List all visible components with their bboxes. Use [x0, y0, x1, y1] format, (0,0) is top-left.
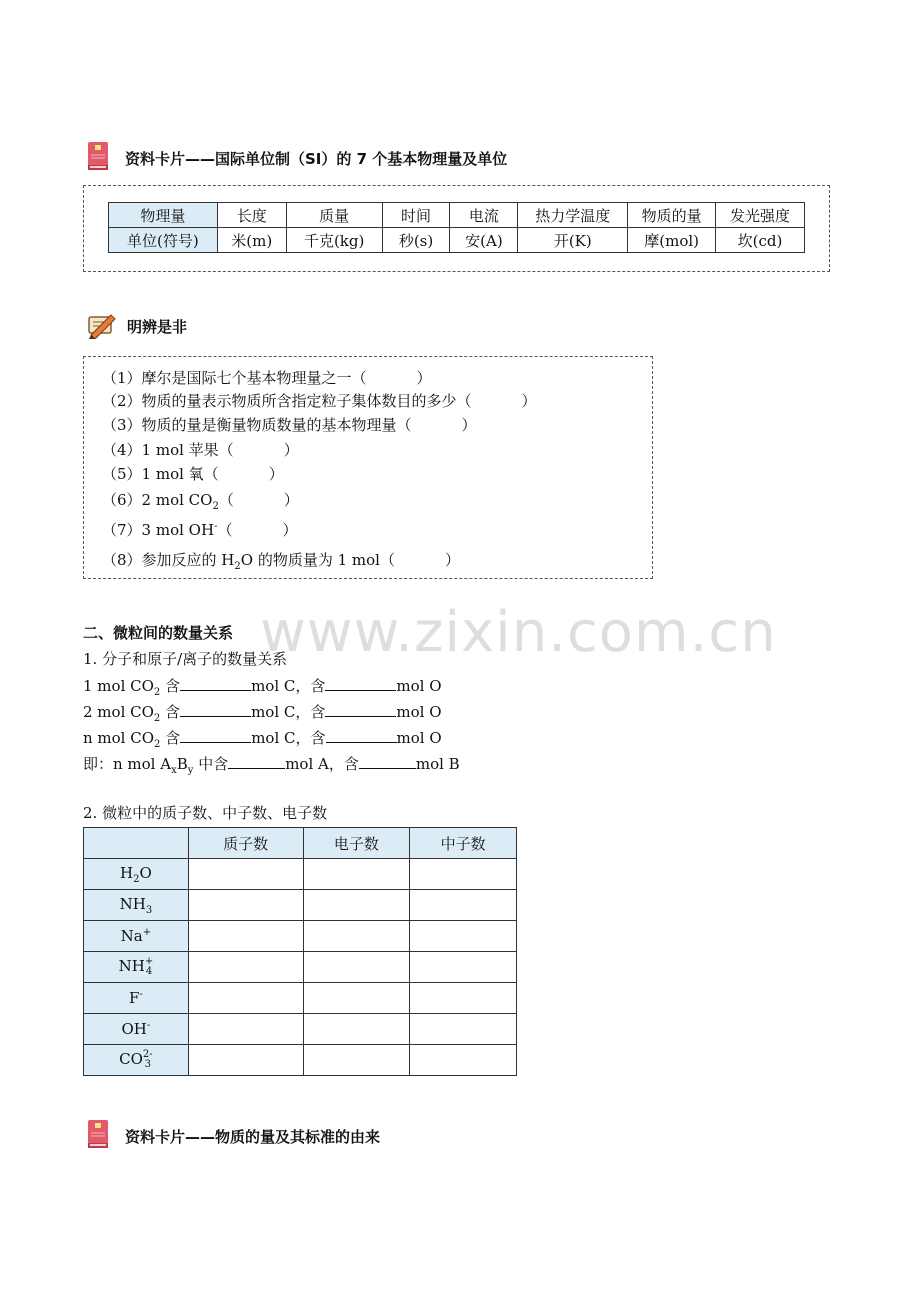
answer-cell[interactable]: [303, 859, 410, 890]
answer-cell[interactable]: [410, 1014, 517, 1045]
table-corner-cell: [84, 828, 189, 859]
judge-item-4: （4）1 mol 苹果（ ）: [102, 441, 299, 459]
pencil-scroll-icon: [85, 311, 117, 343]
answer-cell[interactable]: [188, 1014, 303, 1045]
co2-relation-n: n mol $CO_2$ 含 mol C，含 mol O: [83, 729, 442, 750]
card2-title: 资料卡片——物质的量及其标准的由来: [125, 1128, 381, 1146]
judge-item-6: （6）2 mol $CO_2$（ ）: [102, 491, 299, 512]
card1-title: 资料卡片——国际单位制（SI）的 7 个基本物理量及单位: [125, 150, 508, 168]
si-header-cell: 质量: [286, 203, 382, 228]
table-row: [84, 890, 517, 921]
si-header-cell: 时间: [382, 203, 450, 228]
si-unit-cell: 摩(mol): [628, 228, 716, 253]
particle-nh4-plus: NH + 4: [84, 952, 189, 983]
si-card-box: [83, 185, 830, 272]
si-unit-row: [109, 228, 805, 253]
watermark: www.zixin.com.cn: [260, 600, 777, 665]
answer-cell[interactable]: [303, 983, 410, 1014]
table-header-protons: 质子数: [188, 828, 303, 859]
answer-cell[interactable]: [303, 1014, 410, 1045]
book-icon: [86, 141, 110, 175]
si-unit-cell: 米(m): [217, 228, 286, 253]
answer-cell[interactable]: [303, 952, 410, 983]
answer-cell[interactable]: [188, 952, 303, 983]
table-header-neutrons: 中子数: [410, 828, 517, 859]
answer-cell[interactable]: [410, 859, 517, 890]
particle-f-minus: F-: [84, 983, 189, 1014]
si-unit-cell: 单位(符号): [109, 228, 218, 253]
si-header-cell: 长度: [217, 203, 286, 228]
table-row: [84, 983, 517, 1014]
answer-cell[interactable]: [303, 921, 410, 952]
particle-co3-2minus: CO 2- 3: [84, 1045, 189, 1076]
table-row: [84, 1045, 517, 1076]
judge-item-5: （5）1 mol 氧（ ）: [102, 465, 284, 483]
si-header-row: [109, 203, 805, 228]
answer-cell[interactable]: [188, 921, 303, 952]
judge-box: [83, 356, 653, 579]
answer-cell[interactable]: [188, 890, 303, 921]
answer-cell[interactable]: [410, 952, 517, 983]
co2-relation-2: 2 mol $CO_2$ 含 mol C，含 mol O: [83, 703, 442, 724]
si-unit-cell: 秒(s): [382, 228, 450, 253]
judge-item-3: （3）物质的量是衡量物质数量的基本物理量（ ）: [102, 416, 477, 434]
judge-title: 明辨是非: [127, 318, 188, 336]
si-header-cell: 物质的量: [628, 203, 716, 228]
answer-cell[interactable]: [188, 1045, 303, 1076]
si-unit-cell: 安(A): [450, 228, 518, 253]
table-row: [84, 952, 517, 983]
particle-oh-minus: OH-: [84, 1014, 189, 1045]
table-row: [84, 859, 517, 890]
si-header-cell: 电流: [450, 203, 518, 228]
particle-na-plus: Na+: [84, 921, 189, 952]
answer-cell[interactable]: [303, 1045, 410, 1076]
si-header-cell: 物理量: [109, 203, 218, 228]
table-row: [84, 1014, 517, 1045]
judge-item-7: （7）3 mol OH-（ ）: [102, 521, 298, 539]
subsection-1: 1. 分子和原子/离子的数量关系: [83, 650, 288, 668]
answer-cell[interactable]: [410, 890, 517, 921]
answer-cell[interactable]: [303, 890, 410, 921]
si-header-cell: 热力学温度: [518, 203, 628, 228]
judge-item-2: （2）物质的量表示物质所含指定粒子集体数目的多少（ ）: [102, 392, 537, 410]
si-table: [108, 202, 805, 253]
si-unit-cell: 坎(cd): [716, 228, 805, 253]
table-header-electrons: 电子数: [303, 828, 410, 859]
general-relation: 即：n mol $A_xB_y$ 中含 mol A，含 mol B: [83, 755, 460, 776]
subsection-2: 2. 微粒中的质子数、中子数、电子数: [83, 804, 328, 822]
book-icon: [86, 1119, 110, 1153]
particle-h2o: $H_2O$: [84, 859, 189, 890]
si-unit-cell: 开(K): [518, 228, 628, 253]
answer-cell[interactable]: [410, 921, 517, 952]
answer-cell[interactable]: [410, 983, 517, 1014]
table-row: [84, 921, 517, 952]
si-unit-cell: 千克(kg): [286, 228, 382, 253]
particle-nh3: $NH_3$: [84, 890, 189, 921]
co2-relation-1: 1 mol $CO_2$ 含 mol C，含 mol O: [83, 677, 442, 698]
answer-cell[interactable]: [410, 1045, 517, 1076]
judge-item-8: （8）参加反应的 $H_2O$ 的物质量为 1 mol（ ）: [102, 551, 460, 572]
answer-cell[interactable]: [188, 859, 303, 890]
section-title: 二、微粒间的数量关系: [83, 624, 234, 642]
table-header-row: [84, 828, 517, 859]
particle-table: [83, 827, 517, 1076]
judge-item-1: （1）摩尔是国际七个基本物理量之一（ ）: [102, 369, 432, 387]
answer-cell[interactable]: [188, 983, 303, 1014]
si-header-cell: 发光强度: [716, 203, 805, 228]
